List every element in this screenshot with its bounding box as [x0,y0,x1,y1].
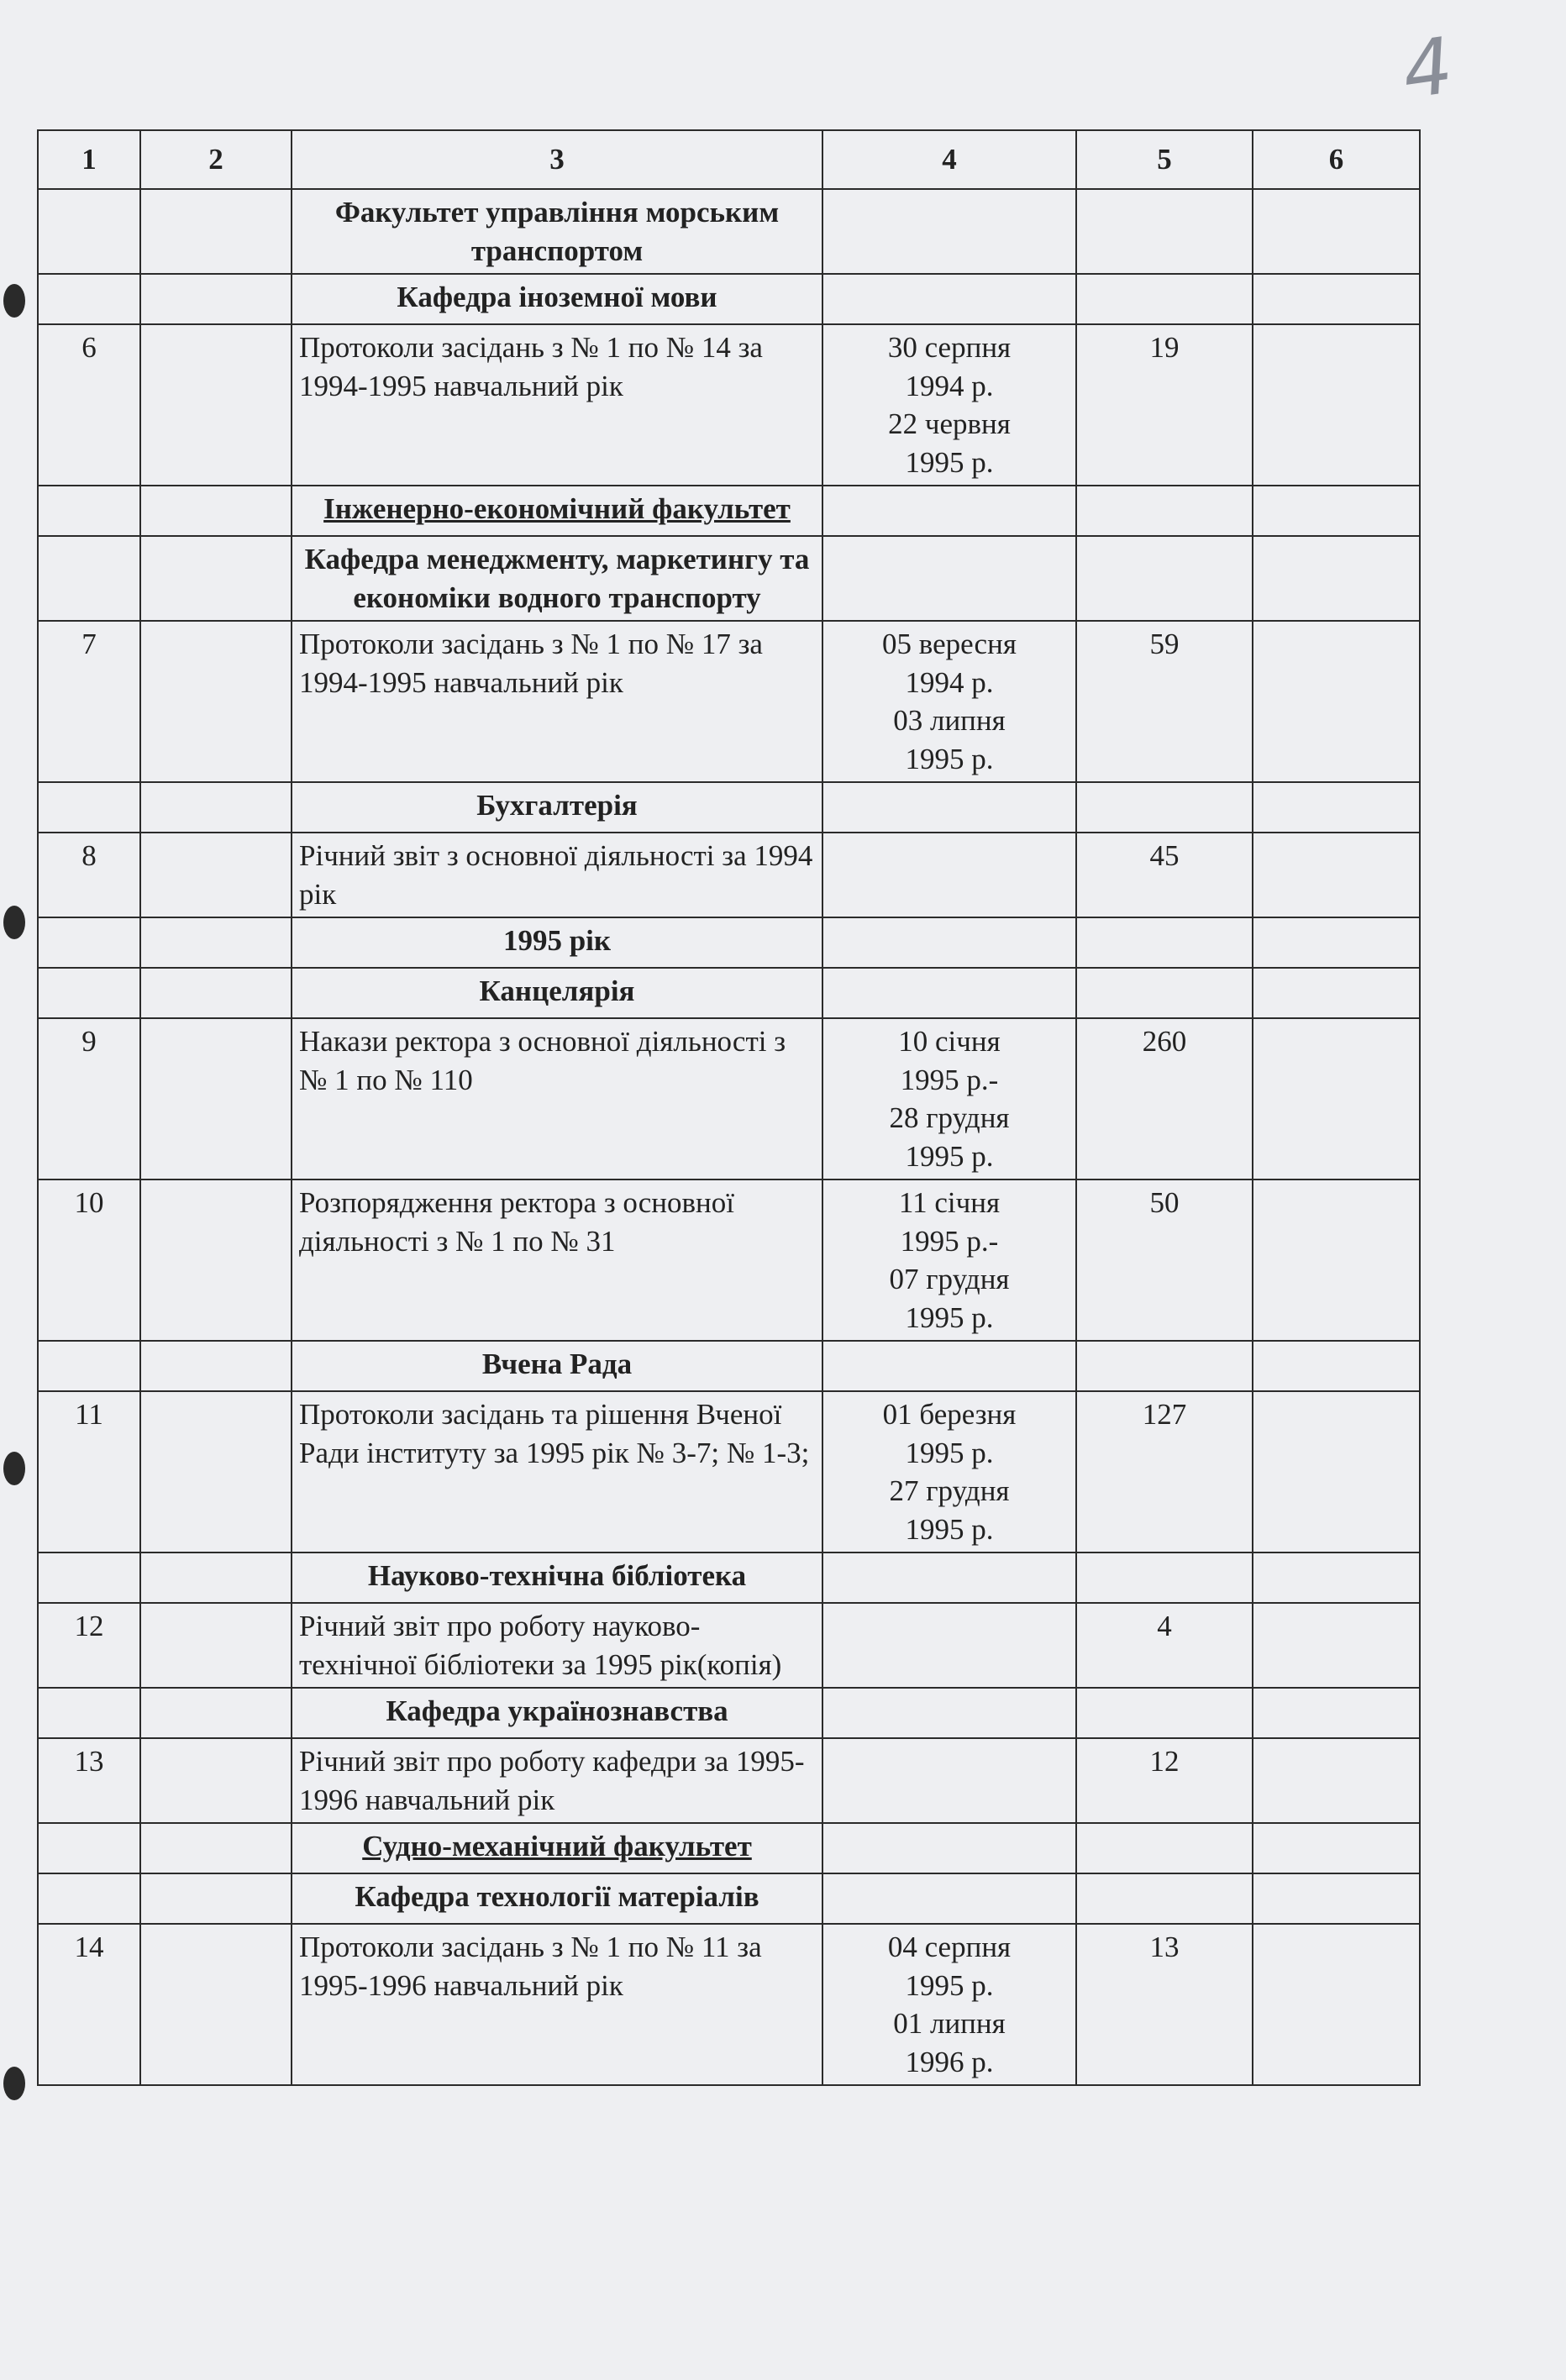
empty-cell [1076,1341,1253,1391]
section-title-text: Канцелярія [479,975,635,1007]
date-line: 22 червня [888,407,1011,440]
table-row [38,1391,1420,1553]
empty-cell [1076,782,1253,833]
date-line: 1995 р.- [900,1063,999,1096]
item-title: Протоколи засідань з № 1 по № 14 за 1994-1995 навчальний рік [292,324,822,486]
section-title-text: Бухгалтерія [476,789,638,822]
empty-cell [822,782,1076,833]
empty-cell [1076,486,1253,536]
empty-cell [1253,324,1420,486]
date-line: 05 вересня [882,628,1017,660]
empty-cell [1076,917,1253,968]
empty-cell [1253,1553,1420,1603]
column-header: 2 [140,130,292,189]
empty-cell [1253,1823,1420,1873]
empty-cell [1253,1179,1420,1341]
empty-cell [140,782,292,833]
empty-cell [1253,274,1420,324]
table-row [38,833,1420,917]
empty-cell [38,782,140,833]
section-title [292,782,822,833]
item-sheet-count: 19 [1076,324,1253,486]
section-row [38,1823,1420,1873]
section-row [38,1553,1420,1603]
item-sheet-count: 127 [1076,1391,1253,1553]
empty-cell [1253,486,1420,536]
empty-cell [1076,536,1253,621]
empty-cell [822,1553,1076,1603]
item-sheet-count: 59 [1076,621,1253,782]
empty-cell [38,968,140,1018]
empty-cell [1253,1873,1420,1924]
empty-cell [1253,1924,1420,2085]
empty-cell [1253,189,1420,274]
date-line: 1995 р.- [900,1224,999,1258]
inventory-table [37,129,1421,2086]
item-dates [822,1179,1076,1341]
empty-cell [822,1873,1076,1924]
section-title [292,968,822,1018]
section-title-text: Кафедра технології матеріалів [355,1880,759,1913]
empty-cell [1076,1823,1253,1873]
section-title-text: 1995 рік [502,924,612,957]
empty-cell [822,189,1076,274]
section-row [38,968,1420,1018]
empty-cell [38,1823,140,1873]
empty-cell [822,1341,1076,1391]
item-dates [822,324,1076,486]
section-title-text: Кафедра менеджменту, маркетингу та економіки водного транспорту [304,543,810,614]
empty-cell [140,1179,292,1341]
date-line: 1995 р. [905,1436,994,1469]
section-title [292,1688,822,1738]
table-row [38,1018,1420,1179]
section-title [292,1873,822,1924]
section-title-text: Кафедра українознавства [386,1694,728,1727]
date-line: 1995 р. [905,1300,994,1334]
empty-cell [1253,968,1420,1018]
item-title: Протоколи засідань та рішення Вченої Ради інституту за 1995 рік № 3-7; № 1-3; [292,1391,822,1553]
column-header: 5 [1076,130,1253,189]
empty-cell [140,324,292,486]
date-line: 1995 р. [905,1512,994,1546]
empty-cell [140,486,292,536]
item-number: 12 [38,1603,140,1688]
item-title: Накази ректора з основної діяльності з № 1 по № 110 [292,1018,822,1179]
item-title: Розпорядження ректора з основної діяльності з № 1 по № 31 [292,1179,822,1341]
empty-cell [38,1553,140,1603]
section-row [38,1873,1420,1924]
date-line: 01 березня [882,1398,1017,1431]
item-sheet-count: 260 [1076,1018,1253,1179]
empty-cell [38,536,140,621]
item-dates [822,1391,1076,1553]
table-row [38,621,1420,782]
binding-hole [3,906,25,939]
item-title: Протоколи засідань з № 1 по № 17 за 1994-1995 навчальний рік [292,621,822,782]
empty-cell [822,1823,1076,1873]
empty-cell [1076,1553,1253,1603]
item-sheet-count: 45 [1076,833,1253,917]
section-row [38,536,1420,621]
date-line: 1994 р. [905,369,994,402]
section-title-text: Судно-механічний факультет [362,1830,752,1862]
date-line: 1995 р. [905,742,994,775]
section-row [38,274,1420,324]
section-title [292,1553,822,1603]
section-title [292,1823,822,1873]
date-line: 1995 р. [905,445,994,479]
empty-cell [38,189,140,274]
item-dates [822,621,1076,782]
table-row [38,1738,1420,1823]
empty-cell [38,486,140,536]
empty-cell [140,1018,292,1179]
header-row [38,130,1420,189]
empty-cell [140,189,292,274]
column-header: 4 [822,130,1076,189]
item-sheet-count: 12 [1076,1738,1253,1823]
item-dates [822,1018,1076,1179]
date-line: 03 липня [893,704,1006,737]
empty-cell [1076,1873,1253,1924]
section-title-text: Вчена Рада [481,1348,633,1380]
empty-cell [1253,782,1420,833]
date-line: 1994 р. [905,665,994,699]
empty-cell [822,968,1076,1018]
binding-hole [3,284,25,318]
item-title: Річний звіт про роботу кафедри за 1995-1996 навчальний рік [292,1738,822,1823]
empty-cell [822,536,1076,621]
section-row [38,189,1420,274]
empty-cell [1253,1738,1420,1823]
handwritten-page-number: 4 [1396,20,1458,117]
item-sheet-count: 13 [1076,1924,1253,2085]
empty-cell [140,621,292,782]
date-line: 11 січня [898,1186,1001,1219]
date-line: 07 грудня [889,1263,1010,1295]
date-line: 1996 р. [905,2045,994,2078]
item-title: Протоколи засідань з № 1 по № 11 за 1995-1996 навчальний рік [292,1924,822,2085]
section-title [292,274,822,324]
section-title [292,486,822,536]
empty-cell [1076,189,1253,274]
table-row [38,1179,1420,1341]
empty-cell [1253,833,1420,917]
section-row [38,782,1420,833]
empty-cell [140,1391,292,1553]
table-row [38,324,1420,486]
section-title [292,536,822,621]
empty-cell [822,1688,1076,1738]
table-row [38,1603,1420,1688]
date-line: 04 серпня [887,1931,1012,1963]
section-title-text: Факультет управління морським транспортом [334,196,780,267]
section-title-text: Кафедра іноземної мови [397,281,717,313]
date-line: 01 липня [893,2007,1006,2040]
empty-cell [38,1688,140,1738]
empty-cell [1076,1688,1253,1738]
section-title [292,1341,822,1391]
item-title: Річний звіт про роботу науково-технічної бібліотеки за 1995 рік(копія) [292,1603,822,1688]
empty-cell [1253,1391,1420,1553]
empty-cell [1253,1688,1420,1738]
empty-cell [38,1873,140,1924]
item-number: 7 [38,621,140,782]
empty-cell [1253,536,1420,621]
section-title-text: Науково-технічна бібліотека [367,1559,747,1592]
item-dates [822,1738,1076,1823]
section-row [38,1688,1420,1738]
column-header: 3 [292,130,822,189]
section-title [292,189,822,274]
binding-hole [3,2067,25,2100]
item-sheet-count: 50 [1076,1179,1253,1341]
empty-cell [822,917,1076,968]
empty-cell [140,968,292,1018]
empty-cell [140,1873,292,1924]
empty-cell [140,1341,292,1391]
item-number: 9 [38,1018,140,1179]
section-title-text: Інженерно-економічний факультет [323,492,791,525]
item-number: 14 [38,1924,140,2085]
empty-cell [140,1823,292,1873]
date-line: 30 серпня [887,331,1012,364]
empty-cell [140,1738,292,1823]
date-line: 27 грудня [889,1474,1010,1507]
empty-cell [38,1341,140,1391]
empty-cell [1253,1603,1420,1688]
binding-hole [3,1452,25,1485]
table-row [38,1924,1420,2085]
item-number: 6 [38,324,140,486]
section-row [38,1341,1420,1391]
section-title [292,917,822,968]
empty-cell [140,536,292,621]
date-line: 1995 р. [905,1968,994,2002]
empty-cell [38,274,140,324]
empty-cell [38,917,140,968]
item-sheet-count: 4 [1076,1603,1253,1688]
empty-cell [822,486,1076,536]
column-header: 6 [1253,130,1420,189]
empty-cell [1253,621,1420,782]
empty-cell [1253,1018,1420,1179]
empty-cell [822,274,1076,324]
date-line: 28 грудня [889,1101,1010,1134]
date-line: 10 січня [898,1025,1001,1058]
empty-cell [140,1603,292,1688]
item-dates [822,1603,1076,1688]
empty-cell [140,1924,292,2085]
item-number: 11 [38,1391,140,1553]
empty-cell [1253,1341,1420,1391]
item-title: Річний звіт з основної діяльності за 1994 рік [292,833,822,917]
empty-cell [1076,274,1253,324]
section-row [38,917,1420,968]
empty-cell [140,1688,292,1738]
column-header: 1 [38,130,140,189]
item-number: 13 [38,1738,140,1823]
empty-cell [1253,917,1420,968]
item-number: 10 [38,1179,140,1341]
item-dates [822,1924,1076,2085]
item-dates [822,833,1076,917]
empty-cell [140,917,292,968]
empty-cell [140,274,292,324]
empty-cell [140,1553,292,1603]
empty-cell [1076,968,1253,1018]
item-number: 8 [38,833,140,917]
date-line: 1995 р. [905,1139,994,1173]
section-row [38,486,1420,536]
empty-cell [140,833,292,917]
